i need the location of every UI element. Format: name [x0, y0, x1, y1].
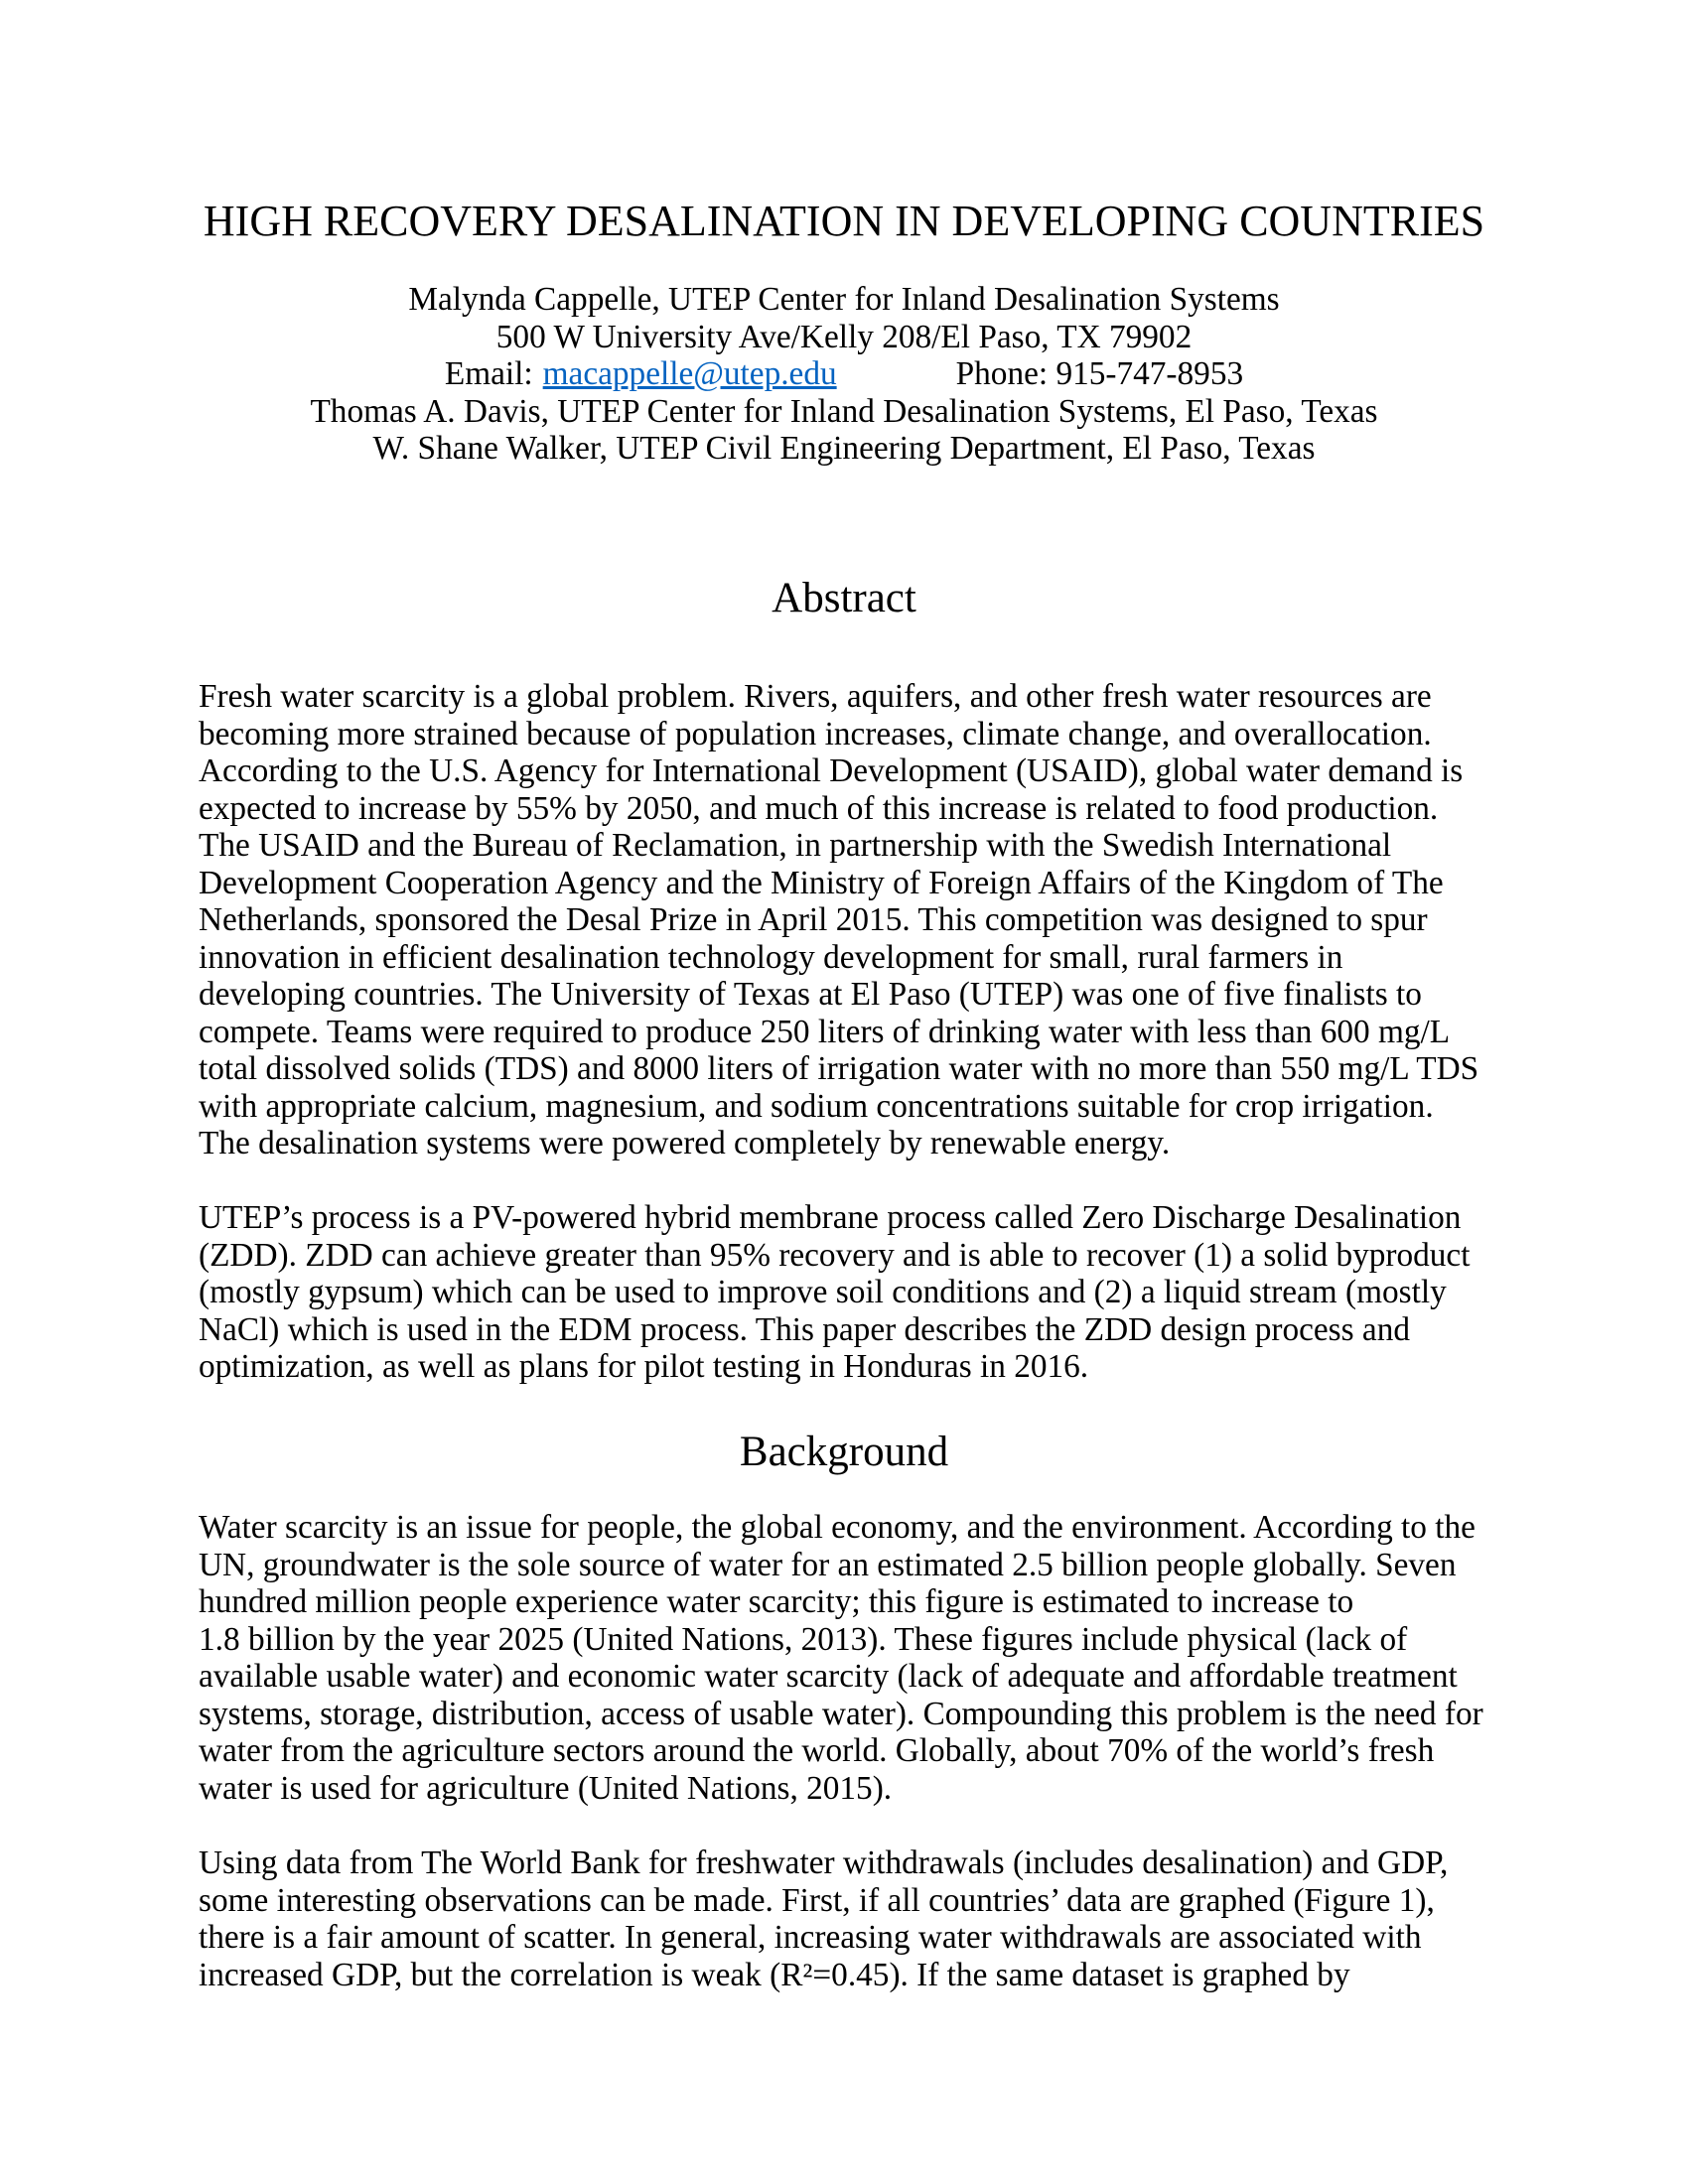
text-line: UN, groundwater is the sole source of water for an estimated 2.5 billion people globally. Seven	[199, 1546, 1457, 1583]
text-line: According to the U.S. Agency for International Development (USAID), global water demand is	[199, 752, 1464, 789]
text-line: total dissolved solids (TDS) and 8000 liters of irrigation water with no more than 550 mg/L TDS	[199, 1050, 1479, 1087]
text-line: innovation in efficient desalination technology development for small, rural farmers in	[199, 938, 1343, 976]
text-line: water is used for agriculture (United Nations, 2015).	[199, 1769, 893, 1807]
text-line: NaCl) which is used in the EDM process. This paper describes the ZDD design process and	[199, 1310, 1411, 1348]
text-line: Development Cooperation Agency and the Ministry of Foreign Affairs of the Kingdom of The	[199, 864, 1444, 901]
text-line: expected to increase by 55% by 2050, and much of this increase is related to food production.	[199, 789, 1439, 827]
background-paragraph-1	[199, 1509, 1489, 1807]
text-line: The USAID and the Bureau of Reclamation, in partnership with the Swedish International	[199, 827, 1392, 864]
text-line: water from the agriculture sectors around the world. Globally, about 70% of the world’s fresh	[199, 1732, 1435, 1769]
email-label: Email:	[444, 355, 533, 392]
text-line: some interesting observations can be made. First, if all countries’ data are graphed (Figure 1),	[199, 1881, 1435, 1919]
section-heading-abstract: Abstract	[772, 575, 916, 621]
text-line: there is a fair amount of scatter. In general, increasing water withdrawals are associated with	[199, 1919, 1422, 1956]
abstract-paragraph-2	[199, 1199, 1489, 1386]
text-line: Using data from The World Bank for freshwater withdrawals (includes desalination) and GDP,	[199, 1844, 1449, 1881]
text-line: systems, storage, distribution, access of usable water). Compounding this problem is the need for	[199, 1695, 1483, 1732]
text-line: optimization, as well as plans for pilot testing in Honduras in 2016.	[199, 1348, 1089, 1385]
page-title: HIGH RECOVERY DESALINATION IN DEVELOPING COUNTRIES	[203, 197, 1485, 245]
text-line: The desalination systems were powered completely by renewable energy.	[199, 1125, 1171, 1161]
text-line: Netherlands, sponsored the Desal Prize in April 2015. This competition was designed to spur	[199, 901, 1428, 938]
author-address-line: 500 W University Ave/Kelly 208/El Paso, TX 79902	[495, 318, 1193, 355]
contact-line	[0, 355, 1688, 393]
text-line: available usable water) and economic water scarcity (lack of adequate and affordable treatment	[199, 1658, 1458, 1695]
section-heading-background: Background	[739, 1429, 949, 1475]
text-line: Water scarcity is an issue for people, the global economy, and the environment. According to the	[199, 1509, 1476, 1546]
text-line: increased GDP, but the correlation is weak (R²=0.45). If the same dataset is graphed by	[199, 1956, 1350, 1993]
text-line: developing countries. The University of Texas at El Paso (UTEP) was one of five finalists to	[199, 976, 1422, 1013]
author-line-1: Malynda Cappelle, UTEP Center for Inland Desalination Systems	[408, 281, 1280, 318]
author-line-2: Thomas A. Davis, UTEP Center for Inland Desalination Systems, El Paso, Texas	[310, 392, 1378, 430]
text-line: compete. Teams were required to produce 250 liters of drinking water with less than 600 mg/L	[199, 1013, 1451, 1050]
text-line: with appropriate calcium, magnesium, and sodium concentrations suitable for crop irrigation.	[199, 1087, 1434, 1125]
text-line: 1.8 billion by the year 2025 (United Nations, 2013). These figures include physical (lack of	[199, 1620, 1408, 1658]
text-line: becoming more strained because of population increases, climate change, and overallocation.	[199, 715, 1432, 752]
author-line-3: W. Shane Walker, UTEP Civil Engineering Department, El Paso, Texas	[372, 430, 1316, 467]
text-line: UTEP’s process is a PV-powered hybrid membrane process called Zero Discharge Desalination	[199, 1199, 1462, 1236]
abstract-paragraph-1	[199, 678, 1489, 1162]
phone-label: Phone: 915-747-8953	[955, 355, 1244, 392]
text-line: hundred million people experience water scarcity; this figure is estimated to increase to	[199, 1583, 1354, 1620]
text-line: (ZDD). ZDD can achieve greater than 95% recovery and is able to recover (1) a solid byproduct	[199, 1236, 1471, 1274]
text-line: Fresh water scarcity is a global problem. Rivers, aquifers, and other fresh water resources are	[199, 678, 1432, 715]
text-line: (mostly gypsum) which can be used to improve soil conditions and (2) a liquid stream (mostly	[199, 1274, 1447, 1310]
background-paragraph-2	[199, 1844, 1489, 1993]
email-link[interactable]: macappelle@utep.edu	[542, 355, 837, 392]
author-block	[0, 281, 1688, 468]
